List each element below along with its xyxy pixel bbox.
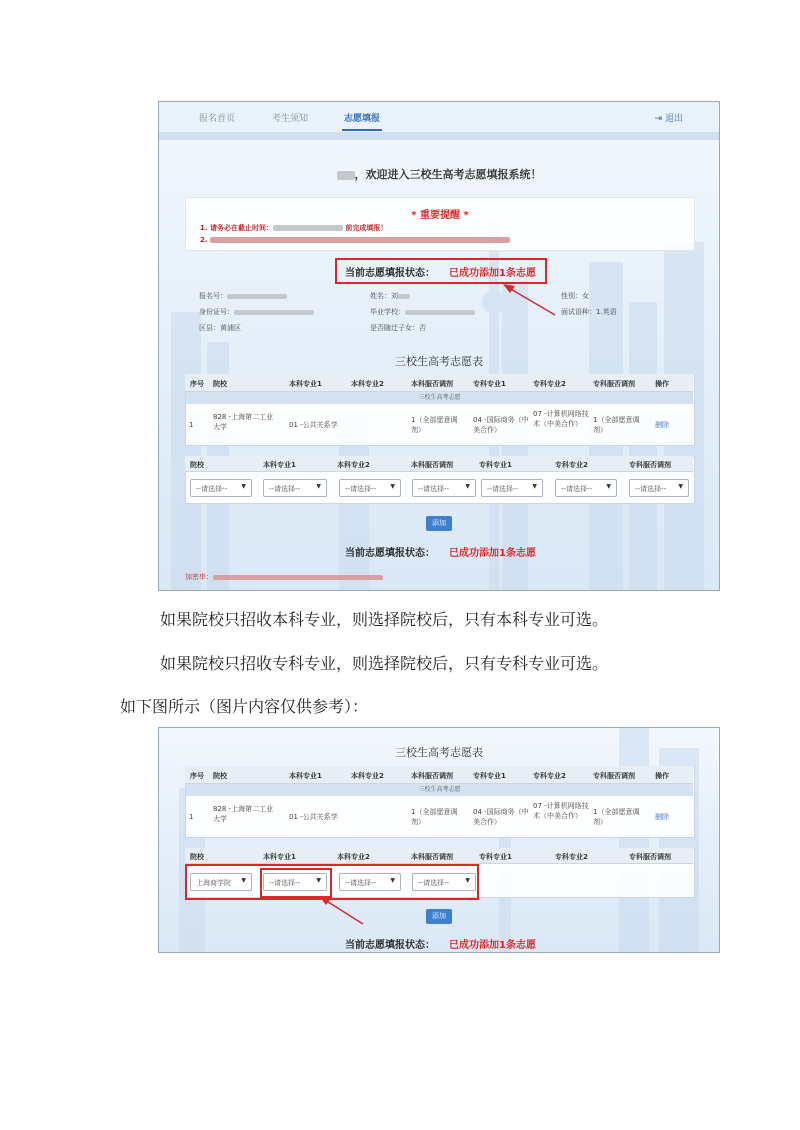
top-navigation: [159, 102, 719, 133]
info-name: [370, 291, 410, 301]
row-major1: 01 -公共关系学: [289, 421, 338, 429]
info-registration-label: 报名号：: [199, 292, 227, 300]
tab-volunteer-filling[interactable]: 志愿填报: [344, 114, 381, 124]
notice-line-2: [200, 236, 510, 244]
row-adjust1: 1（全部愿意调剂）: [411, 416, 458, 434]
col-header-zk2: 专科专业2: [533, 772, 566, 780]
paragraph-undergraduate-only: 如果院校只招收本科专业，则选择院校后，只有本科专业可选。: [160, 610, 609, 629]
table-row: [185, 404, 693, 444]
logout-icon: ⇥: [654, 114, 663, 124]
major2-select[interactable]: [339, 479, 401, 497]
zk2-select-value: --请选择--: [561, 485, 593, 493]
school-select-value: --请选择--: [196, 485, 228, 493]
dropdown-arrow-icon: ▼: [316, 877, 321, 884]
form-header-major1: 本科专业1: [263, 853, 296, 861]
add-volunteer-button[interactable]: 添加: [426, 909, 452, 924]
status-label: 当前志愿填报状态：: [345, 268, 435, 279]
info-registration-number: [199, 291, 287, 301]
info-migrant-child: 是否随迁子女：否: [370, 324, 426, 332]
school-select[interactable]: [190, 479, 252, 497]
adjust2-select[interactable]: [629, 479, 689, 497]
table-group-label: 三校生高考志愿: [186, 784, 693, 796]
row-major1: 01 -公共关系学: [289, 813, 338, 821]
row-zk2: 07 -计算机网络技术（中美合作）: [533, 410, 589, 428]
logout-label: 退出: [664, 114, 683, 124]
status-line-bottom: [345, 544, 536, 559]
dropdown-arrow-icon: ▼: [465, 483, 470, 490]
status-label-bottom: 当前志愿填报状态：: [345, 940, 435, 951]
col-header-zk1: 专科专业1: [473, 772, 506, 780]
major2-select-value: --请选择--: [345, 879, 377, 887]
dropdown-arrow-icon: ▼: [241, 483, 246, 490]
dropdown-arrow-icon: ▼: [390, 877, 395, 884]
delete-link[interactable]: 删除: [655, 813, 669, 821]
redacted-school: [405, 310, 475, 315]
col-header-adjust2: 专科服否调剂: [593, 772, 635, 780]
major2-select-value: --请选择--: [345, 485, 377, 493]
tab-registration-home[interactable]: 报名首页: [199, 114, 236, 124]
major1-select[interactable]: [263, 479, 327, 497]
dropdown-arrow-icon: ▼: [532, 483, 537, 490]
form-header-adjust1: 本科服否调剂: [411, 461, 453, 469]
zk1-select[interactable]: [481, 479, 543, 497]
row-school: 828 -上海第二工业大学: [213, 413, 274, 431]
info-school-label: 毕业学校：: [370, 308, 405, 316]
screenshot-volunteer-system: [158, 101, 720, 591]
redacted-id-number: [234, 310, 314, 315]
important-notice: [185, 197, 695, 251]
row-zk1: 04 -国际商务（中美合作）: [473, 416, 529, 434]
col-header-major1: 本科专业1: [289, 772, 322, 780]
form-header-school: 院校: [190, 461, 204, 469]
redacted-notice-text: [210, 237, 510, 243]
annotation-arrow: [319, 894, 369, 928]
status-value-bottom: 已成功添加1条志愿: [449, 548, 536, 559]
status-value-bottom: 已成功添加1条志愿: [449, 940, 536, 951]
notice-line-deadline: [200, 223, 387, 233]
active-tab-indicator: [342, 129, 382, 131]
form-header-adjust2: 专科服否调剂: [629, 461, 671, 469]
dropdown-arrow-icon: ▼: [465, 877, 470, 884]
header-band: [159, 132, 719, 140]
form-header-major2: 本科专业2: [337, 853, 370, 861]
redacted-registration-number: [227, 294, 287, 299]
row-no: 1: [189, 421, 194, 429]
col-header-adjust1: 本科服否调剂: [411, 772, 453, 780]
table-row: [185, 796, 693, 836]
paragraph-specialist-only: 如果院校只招收专科专业，则选择院校后，只有专科专业可选。: [160, 654, 609, 673]
col-header-school: 院校: [213, 772, 227, 780]
volunteer-table-title: 三校生高考志愿表: [395, 355, 483, 368]
col-header-adjust1: 本科服否调剂: [411, 380, 453, 388]
col-header-major2: 本科专业2: [351, 772, 384, 780]
dropdown-arrow-icon: ▼: [678, 483, 683, 490]
redacted-deadline: [273, 225, 343, 231]
welcome-message: [159, 166, 719, 182]
col-header-no: 序号: [190, 772, 204, 780]
form-header-zk2: 专科专业2: [555, 853, 588, 861]
row-zk1: 04 -国际商务（中美合作）: [473, 808, 529, 826]
info-gender: 性别：女: [561, 292, 589, 300]
form-header-school: 院校: [190, 853, 204, 861]
row-adjust2: 1（全部愿意调剂）: [593, 808, 640, 826]
dropdown-arrow-icon: ▼: [316, 483, 321, 490]
screenshot-volunteer-table-example: [158, 727, 720, 953]
info-district: 区县：黄浦区: [199, 324, 241, 332]
row-no: 1: [189, 813, 194, 821]
adjust1-select-value: --请选择--: [418, 879, 450, 887]
form-header-major2: 本科专业2: [337, 461, 370, 469]
status-line-bottom: [345, 936, 536, 951]
dropdown-arrow-icon: ▼: [606, 483, 611, 490]
paragraph-figure-caption: 如下图所示（图片内容仅供参考）：: [120, 697, 369, 716]
col-header-adjust2: 专科服否调剂: [593, 380, 635, 388]
table-group-label: 三校生高考志愿: [186, 392, 693, 404]
major1-select-value: --请选择--: [269, 485, 301, 493]
col-header-no: 序号: [190, 380, 204, 388]
form-header-adjust2: 专科服否调剂: [629, 853, 671, 861]
notice-deadline-prefix: 1. 请务必在截止时间：: [200, 224, 273, 232]
annotation-arrow: [499, 280, 559, 320]
form-header-zk1: 专科专业1: [479, 461, 512, 469]
form-header-zk2: 专科专业2: [555, 461, 588, 469]
redacted-name: [337, 171, 355, 180]
row-school: 828 -上海第二工业大学: [213, 805, 274, 823]
add-volunteer-button[interactable]: 添加: [426, 516, 452, 531]
notice-line-2-prefix: 2.: [200, 236, 208, 244]
adjust1-select[interactable]: [412, 479, 476, 497]
col-header-major2: 本科专业2: [351, 380, 384, 388]
col-header-action: 操作: [655, 772, 669, 780]
info-name-label: 姓名：刘: [370, 292, 398, 300]
tab-candidate-notice[interactable]: 考生须知: [272, 114, 309, 124]
col-header-major1: 本科专业1: [289, 380, 322, 388]
col-header-zk2: 专科专业2: [533, 380, 566, 388]
welcome-text: ，欢迎进入三校生高考志愿填报系统！: [354, 168, 542, 181]
form-header-zk1: 专科专业1: [479, 853, 512, 861]
logout-button[interactable]: [655, 111, 683, 124]
redacted-encrypted-string: [213, 575, 383, 580]
major1-select-value: --请选择--: [269, 879, 301, 887]
status-label-bottom: 当前志愿填报状态：: [345, 548, 435, 559]
info-exam-language: 面试语种：1.英语: [561, 308, 617, 316]
form-header-adjust1: 本科服否调剂: [411, 853, 453, 861]
form-header-major1: 本科专业1: [263, 461, 296, 469]
row-adjust2: 1（全部愿意调剂）: [593, 416, 640, 434]
col-header-action: 操作: [655, 380, 669, 388]
zk2-select[interactable]: [555, 479, 617, 497]
school-select-value: 上海商学院: [196, 879, 231, 887]
volunteer-table-title: 三校生高考志愿表: [395, 746, 483, 759]
notice-title: * 重要提醒 *: [411, 210, 469, 221]
status-line-top: [345, 264, 536, 279]
col-header-school: 院校: [213, 380, 227, 388]
dropdown-arrow-icon: ▼: [241, 877, 246, 884]
encrypted-string: [185, 572, 383, 582]
adjust1-select-value: --请选择--: [418, 485, 450, 493]
info-graduate-school: [370, 307, 475, 317]
delete-link[interactable]: 删除: [655, 421, 669, 429]
adjust2-select-value: --请选择--: [635, 485, 667, 493]
zk1-select-value: --请选择--: [487, 485, 519, 493]
notice-deadline-suffix: 前完成填报！: [345, 224, 388, 232]
row-adjust1: 1（全部愿意调剂）: [411, 808, 458, 826]
redacted-name-2: [398, 294, 410, 299]
row-zk2: 07 -计算机网络技术（中美合作）: [533, 802, 589, 820]
status-value: 已成功添加1条志愿: [449, 268, 536, 279]
info-id-label: 身份证号：: [199, 308, 234, 316]
col-header-zk1: 专科专业1: [473, 380, 506, 388]
dropdown-arrow-icon: ▼: [390, 483, 395, 490]
info-id-number: [199, 307, 314, 317]
encrypted-string-label: 加密串：: [185, 573, 213, 581]
